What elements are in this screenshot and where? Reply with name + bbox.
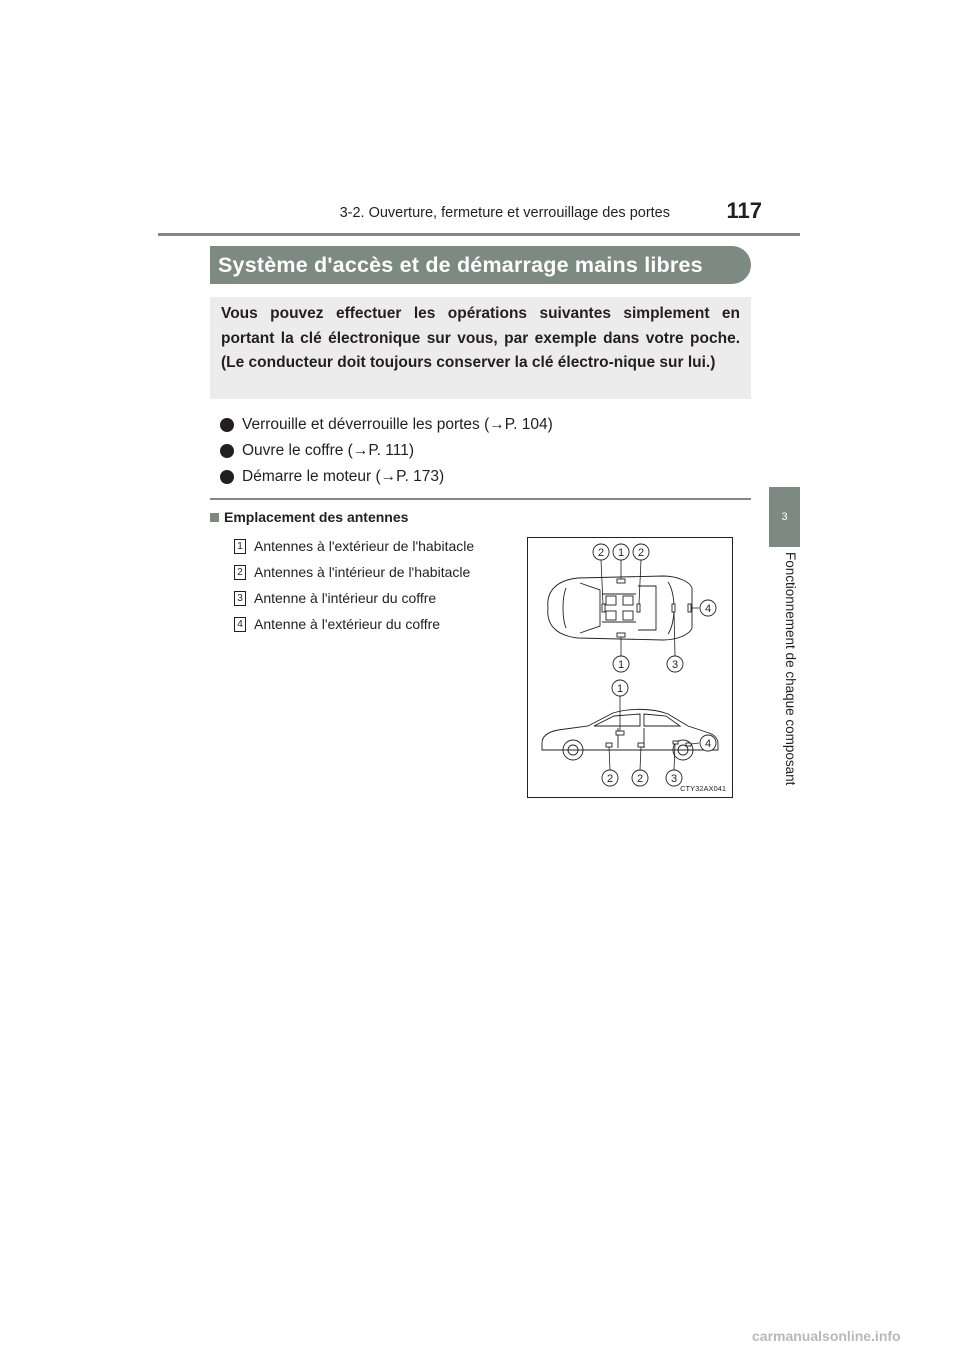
legend-text: Antenne à l'extérieur du coffre (254, 616, 441, 632)
list-item (220, 464, 740, 490)
callout-label: 1 (616, 683, 624, 695)
callout-label: 2 (597, 547, 605, 559)
legend-number: 4 (234, 617, 246, 632)
list-item (220, 412, 740, 438)
callout-label: 2 (637, 547, 645, 559)
legend-item (234, 611, 474, 637)
header-section: 3-2. Ouverture, fermeture et verrouillage des portes (339, 205, 670, 221)
legend-number: 2 (234, 565, 246, 580)
intro-box: Vous pouvez effectuer les opérations suivantes simplement en portant la clé électronique sur vous, par exemple dans votre poche. (Le conducteur doit toujours conserver la clé électro-nique sur lui.) (210, 297, 751, 399)
bullet-icon (220, 470, 234, 484)
page-title: Système d'accès et de démarrage mains libres (210, 246, 751, 284)
chapter-tab: 3 (769, 487, 800, 547)
chapter-label: Fonctionnement de chaque composant (783, 552, 798, 786)
legend-text: Antennes à l'extérieur de l'habitacle (254, 538, 475, 554)
legend-number: 3 (234, 591, 246, 606)
legend-item (234, 585, 474, 611)
bullet-icon (220, 444, 234, 458)
legend-text: Antenne à l'intérieur du coffre (254, 590, 437, 606)
sub-heading-text: Emplacement des antennes (224, 509, 409, 525)
antenna-legend (234, 533, 474, 637)
bullet-text: Démarre le moteur (→P. 173) (242, 468, 445, 485)
sub-heading (210, 509, 408, 525)
bullet-icon (220, 418, 234, 432)
callout-label: 3 (671, 659, 679, 671)
callout-label: 3 (670, 773, 678, 785)
legend-item (234, 533, 474, 559)
bullet-list (220, 412, 740, 490)
section-rule (210, 498, 751, 500)
diagram-code: CTY32AX041 (680, 784, 726, 793)
callout-label: 4 (704, 738, 712, 750)
callout-label: 2 (636, 773, 644, 785)
list-item (220, 438, 740, 464)
bullet-text: Verrouille et déverrouille les portes (→P. 104) (242, 416, 553, 433)
header-rule (158, 233, 800, 236)
legend-item (234, 559, 474, 585)
square-bullet-icon (210, 513, 219, 522)
callout-label: 1 (617, 547, 625, 559)
callout-label: 2 (606, 773, 614, 785)
watermark: carmanualsonline.info (752, 1328, 901, 1344)
legend-text: Antennes à l'intérieur de l'habitacle (254, 564, 471, 580)
car-illustration (528, 538, 734, 799)
legend-number: 1 (234, 539, 246, 554)
page-number: 117 (726, 198, 762, 223)
callout-label: 4 (704, 603, 712, 615)
bullet-text: Ouvre le coffre (→P. 111) (242, 442, 415, 459)
callout-label: 1 (617, 659, 625, 671)
antenna-diagram (527, 537, 733, 798)
